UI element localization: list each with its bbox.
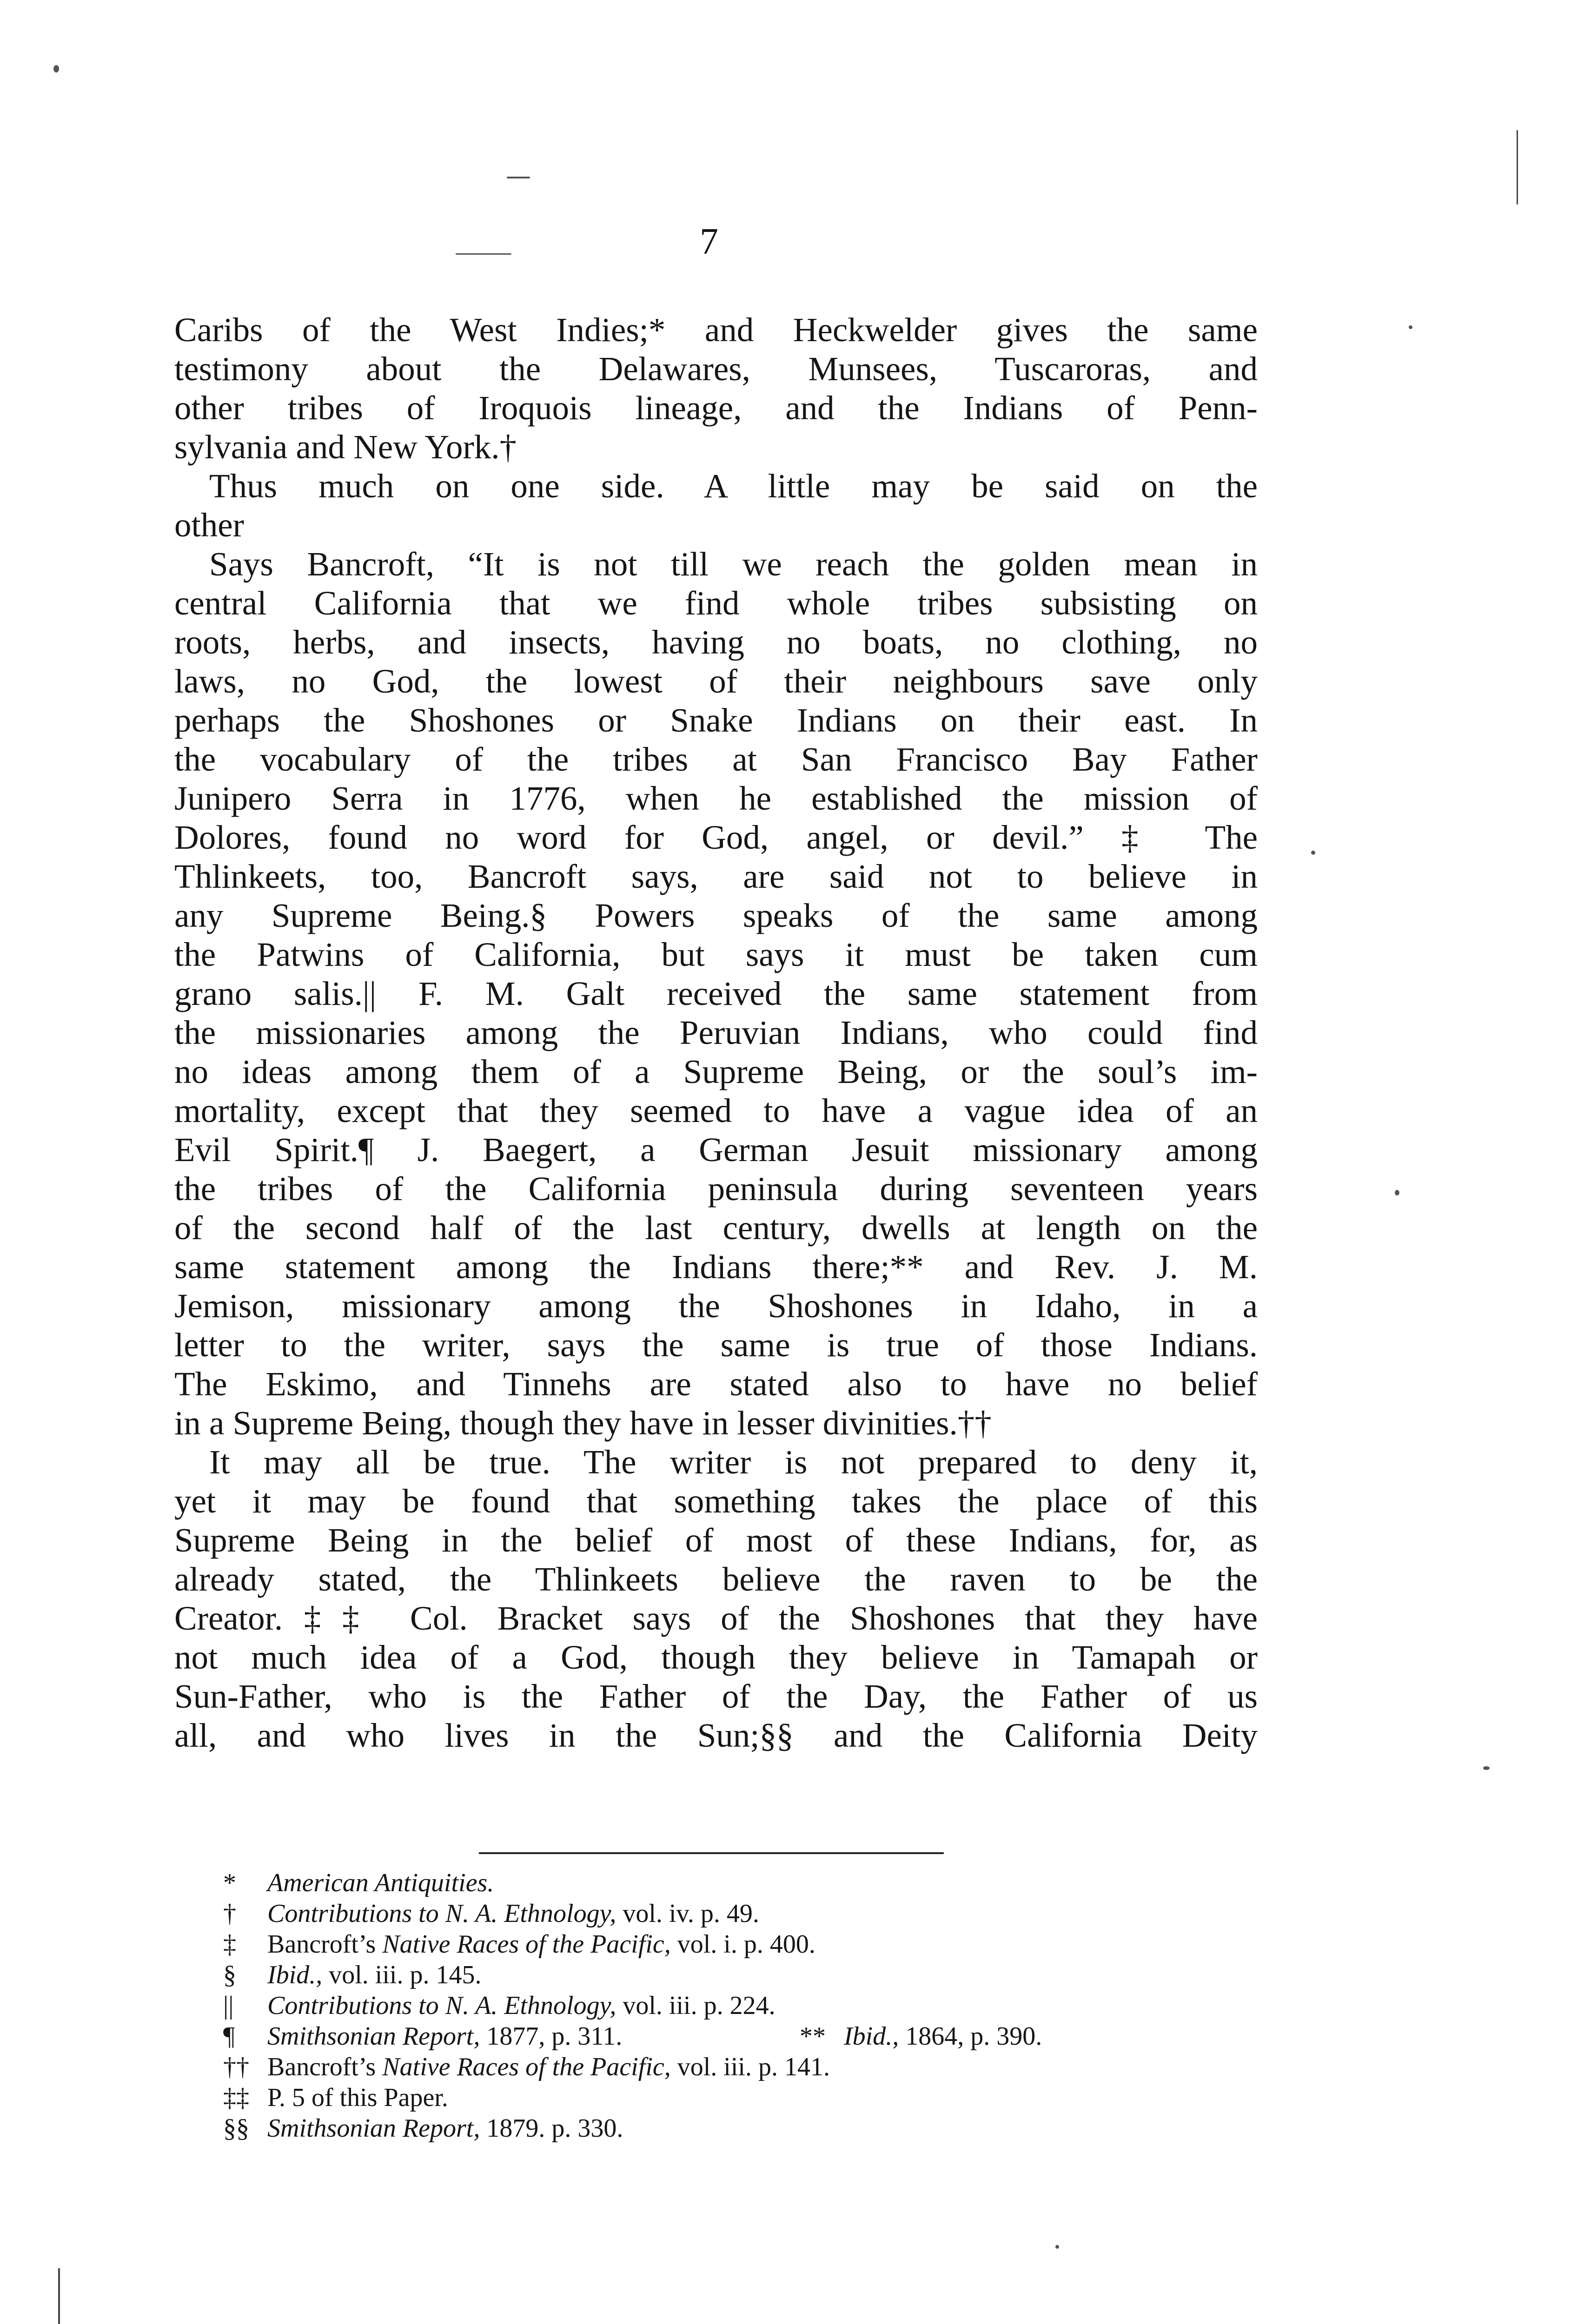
footnote (223, 2113, 1246, 2144)
body-line: perhaps the Shoshones or Snake Indians on their east. In (174, 701, 1258, 739)
footnote (223, 1868, 1246, 1898)
footnote-citation: vol. i. p. 400. (670, 1930, 815, 1959)
body-line: same statement among the Indians there;** and Rev. J. M. (174, 1248, 1258, 1286)
footnote-mark: * (223, 1868, 236, 1897)
body-line: yet it may be found that something takes the place of this (174, 1482, 1258, 1520)
body-line: Jemison, missionary among the Shoshones in Idaho, in a (174, 1287, 1258, 1325)
body-line: The Eskimo, and Tinnehs are stated also to have no belief (174, 1365, 1258, 1403)
footnote-mark: || (223, 1991, 234, 2020)
body-line: sylvania and New York.† (174, 428, 517, 466)
scan-speck (507, 177, 530, 178)
footnote-title: Ibid., (844, 2022, 899, 2051)
body-line: Sun-Father, who is the Father of the Day, the Father of us (174, 1677, 1258, 1715)
body-line: in a Supreme Being, though they have in lesser divinities.†† (174, 1404, 992, 1442)
body-line: not much idea of a God, though they believe in Tamapah or (174, 1638, 1258, 1676)
body-line: Says Bancroft, “It is not till we reach the golden mean in (209, 545, 1258, 583)
scan-speck (1409, 325, 1412, 329)
footnote-mark: ** (800, 2022, 826, 2051)
footnote-mark: ‡‡ (223, 2083, 249, 2112)
body-text (174, 310, 1258, 1755)
footnote-title: American Antiquities. (267, 1868, 494, 1897)
scan-speck (456, 253, 511, 255)
footnote-title: Native Races of the Pacific, (382, 1930, 671, 1959)
footnote-mark: ‡ (223, 1930, 236, 1959)
footnote-mark: ¶ (223, 2022, 235, 2051)
scan-speck (1483, 1766, 1490, 1770)
body-line: Creator.‡‡ Col. Bracket says of the Shoshones that they have (174, 1599, 1258, 1637)
footnote-mark: † (223, 1899, 236, 1928)
footnote (223, 1960, 1246, 1990)
footnote (223, 2021, 1246, 2052)
body-line: already stated, the Thlinkeets believe the raven to be the (174, 1560, 1258, 1598)
footnote-citation: P. 5 of this Paper. (267, 2083, 448, 2112)
body-line: Thus much on one side. A little may be said on the (209, 467, 1258, 505)
footnote-title: Contributions to N. A. Ethnology, (267, 1991, 616, 2020)
footnote-citation: 1879. p. 330. (480, 2114, 623, 2143)
scan-speck (1311, 851, 1315, 855)
scan-edge-mark (58, 2268, 60, 2324)
body-line: of the second half of the last century, dwells at length on the (174, 1209, 1258, 1247)
footnote-mark: §§ (223, 2114, 249, 2143)
body-line: grano salis.|| F. M. Galt received the same statement from (174, 975, 1258, 1012)
body-line: Dolores, found no word for God, angel, or devil.” ‡ The (174, 819, 1258, 856)
body-line: no ideas among them of a Supreme Being, or the soul’s im- (174, 1053, 1258, 1090)
scan-speck (1395, 1190, 1399, 1195)
footnote-title: Native Races of the Pacific, (382, 2053, 671, 2081)
body-line: all, and who lives in the Sun;§§ and the California Deity (174, 1717, 1258, 1754)
footnote-mark: § (223, 1961, 236, 1989)
footnote-citation: vol. iii. p. 224. (616, 1991, 775, 2020)
footnote-citation: 1864, p. 390. (899, 2022, 1042, 2051)
body-line: Evil Spirit.¶ J. Baegert, a German Jesuit missionary among (174, 1131, 1258, 1169)
scan-speck (53, 65, 59, 73)
scan-speck (1055, 2245, 1059, 2249)
body-line: testimony about the Delawares, Munsees, Tuscaroras, and (174, 350, 1258, 388)
footnote-divider (479, 1852, 944, 1854)
footnote-title: Ibid., (267, 1961, 323, 1989)
footnote-citation: vol. iv. p. 49. (616, 1899, 759, 1928)
body-line: mortality, except that they seemed to have a vague idea of an (174, 1092, 1258, 1129)
footnote (223, 2082, 1246, 2113)
body-line: other tribes of Iroquois lineage, and the Indians of Penn- (174, 389, 1258, 427)
footnote-prefix: Bancroft’s (267, 1930, 383, 1959)
body-line: Supreme Being in the belief of most of these Indians, for, as (174, 1521, 1258, 1559)
footnote (223, 1929, 1246, 1960)
body-line: the vocabulary of the tribes at San Francisco Bay Father (174, 740, 1258, 778)
footnote-title: Smithsonian Report, (267, 2022, 480, 2051)
footnote (223, 1898, 1246, 1929)
footnote-secondary (800, 2021, 1042, 2052)
footnote (223, 2052, 1246, 2082)
body-line: It may all be true. The writer is not prepared to deny it, (209, 1443, 1258, 1481)
footnote-title: Smithsonian Report, (267, 2114, 480, 2143)
body-line: the Patwins of California, but says it must be taken cum (174, 936, 1258, 973)
footnote (223, 1990, 1246, 2021)
footnote-citation: vol. iii. p. 141. (670, 2053, 830, 2081)
footnotes (223, 1868, 1246, 2144)
body-line: the missionaries among the Peruvian Indians, who could find (174, 1014, 1258, 1051)
body-line: Junipero Serra in 1776, when he established the mission of (174, 779, 1258, 817)
footnote-title: Contributions to N. A. Ethnology, (267, 1899, 616, 1928)
body-line: the tribes of the California peninsula during seventeen years (174, 1170, 1258, 1208)
page-number: 7 (700, 221, 718, 262)
footnote-citation: vol. iii. p. 145. (322, 1961, 482, 1989)
body-line: roots, herbs, and insects, having no boats, no clothing, no (174, 623, 1258, 661)
body-line: central California that we find whole tribes subsisting on (174, 584, 1258, 622)
body-line: Caribs of the West Indies;* and Heckwelder gives the same (174, 311, 1258, 349)
body-line: any Supreme Being.§ Powers speaks of the same among (174, 897, 1258, 934)
body-line: Thlinkeets, too, Bancroft says, are said not to believe in (174, 858, 1258, 895)
scan-edge-mark (1517, 130, 1518, 205)
body-line: letter to the writer, says the same is true of those Indians. (174, 1326, 1258, 1364)
footnote-citation: 1877, p. 311. (480, 2022, 623, 2051)
footnote-prefix: Bancroft’s (267, 2053, 383, 2081)
body-line: other (174, 506, 244, 544)
body-line: laws, no God, the lowest of their neighbours save only (174, 662, 1258, 700)
footnote-mark: †† (223, 2053, 249, 2081)
